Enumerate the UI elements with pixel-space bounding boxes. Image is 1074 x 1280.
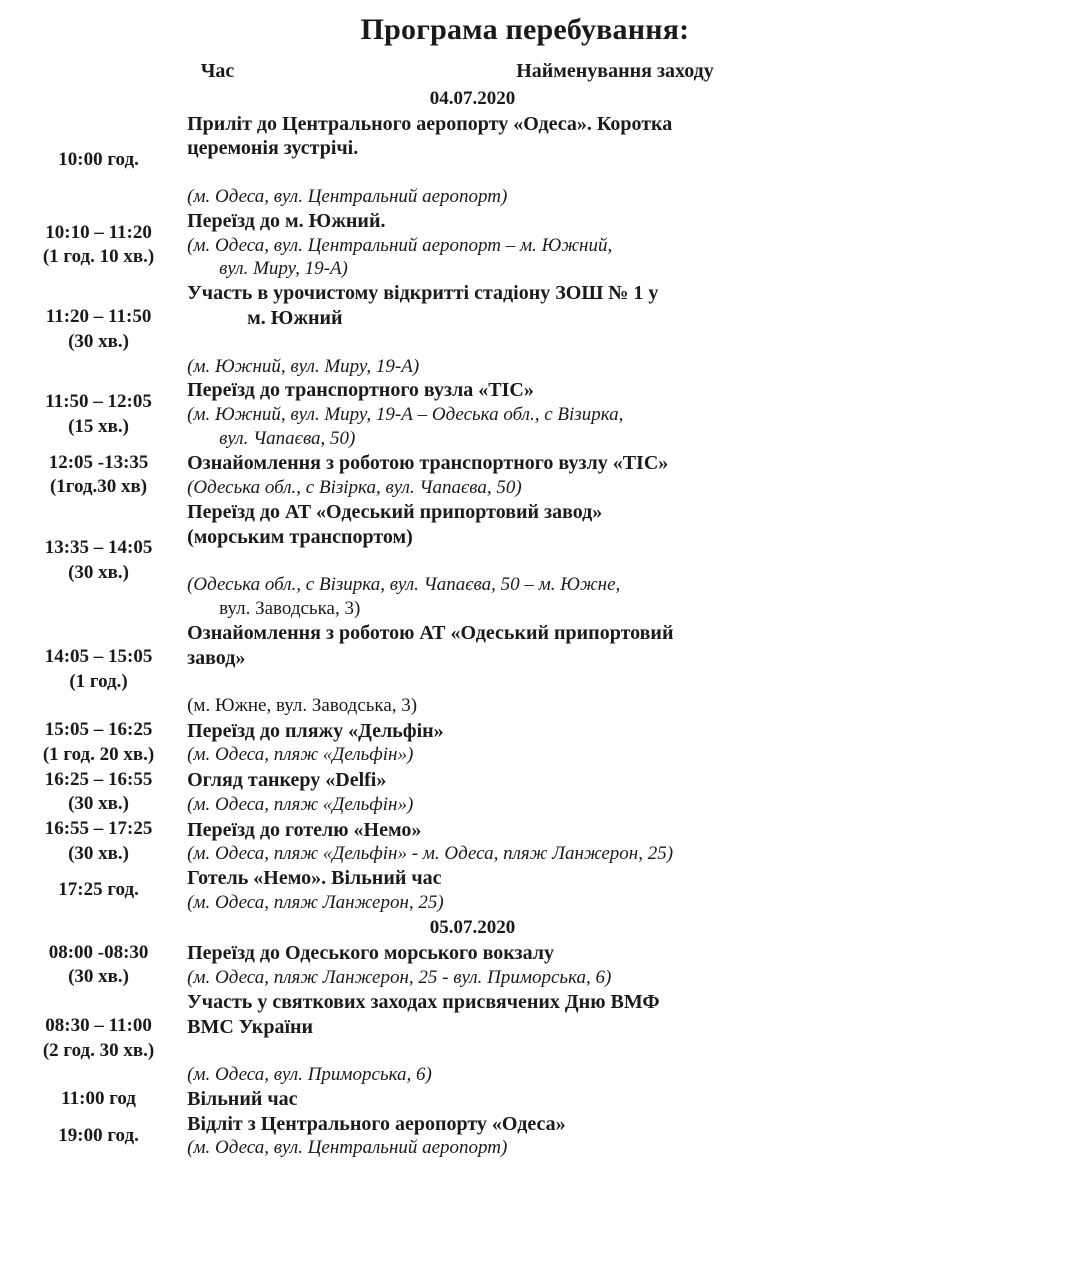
event-cell [182,451,1050,500]
time-duration: (2 год. 30 хв.) [42,1039,155,1061]
event-title-line: завод» [187,646,246,669]
event-cell [182,112,1050,209]
event-title-line: Готель «Немо». Вільний час [187,867,442,890]
event-location [187,1136,940,1160]
event-location-line: (м. Одеса, вул. Приморська, 6) [187,1064,432,1086]
event-title [187,378,940,402]
event-location [187,743,940,767]
time-cell [0,621,182,718]
event-title [187,990,940,1063]
event-title [187,1112,940,1136]
time-cell [0,209,182,281]
event-title-line: Переїзд до готелю «Немо» [187,818,422,841]
time-duration: (15 хв.) [68,415,130,437]
time-duration: (30 хв.) [68,330,130,352]
time-range: 12:05 -13:35 [48,451,149,473]
event-title-line: Переїзд до пляжу «Дельфін» [187,719,444,742]
event-title-line: Вільний час [187,1088,298,1111]
event-title [187,451,940,475]
event-location [187,355,940,379]
event-location-line: (м. Одеса, вул. Центральний аеропорт) [187,1137,508,1159]
event-title [187,719,940,743]
event-location [187,1063,940,1087]
schedule-row [0,1112,1050,1160]
event-location [187,476,940,500]
time-range: 10:10 – 11:20 [45,221,152,243]
date-label: 05.07.2020 [429,916,516,938]
event-title-line: Відліт з Центрального аеропорту «Одеса» [187,1112,566,1135]
event-cell [182,990,1050,1087]
time-cell [0,451,182,500]
event-location [187,793,940,817]
event-title-line: Ознайомлення з роботою АТ «Одеський припортовий [187,622,674,645]
schedule-row [0,378,1050,450]
schedule-row [0,990,1050,1087]
event-location [187,185,940,209]
event-cell [182,378,1050,450]
time-cell [0,378,182,450]
time-range: 08:00 -08:30 [48,941,149,963]
schedule-row [0,621,1050,718]
event-cell [182,866,1050,914]
event-title-line: Участь в урочистому відкритті стадіону ЗОШ № 1 у [187,282,659,305]
event-location-line: (Одеська обл., с Візірка, вул. Чапаєва, 50) [187,476,522,498]
time-duration: (1год.30 хв) [49,476,148,498]
event-location-line: (м. Южний, вул. Миру, 19-А – Одеська обл., с Візирка, [187,403,624,425]
event-title-line: (морським транспортом) [187,525,413,548]
event-title-line: Участь у святкових заходах присвячених Дню ВМФ [187,991,660,1014]
event-title-line: ВМС України [187,1015,314,1038]
time-cell [0,817,182,866]
schedule-row [0,500,1050,621]
event-cell [182,768,1050,817]
schedule-row [0,451,1050,500]
time-duration: (1 год.) [69,670,128,692]
event-location-line: вул. Чапаєва, 50) [219,427,356,449]
page-title: Програма перебування: [360,13,690,46]
time-range: 14:05 – 15:05 [44,646,153,668]
column-header-event: Найменування заходу [516,60,714,82]
time-range: 11:50 – 12:05 [45,390,152,412]
schedule-row [0,112,1050,209]
time-range: 08:30 – 11:00 [45,1014,152,1036]
time-range: 16:55 – 17:25 [44,818,153,840]
event-title-line: Ознайомлення з роботою транспортного вузлу «ТІС» [187,452,669,475]
time-range: 10:00 год. [58,149,139,171]
schedule-row [0,281,1050,378]
time-duration: (30 хв.) [68,793,130,815]
event-title-line: Переїзд до АТ «Одеський припортовий завод» [187,501,603,524]
date-separator-row [0,915,1050,941]
event-location-line: (м. Одеса, пляж «Дельфін» - м. Одеса, пляж Ланжерон, 25) [187,842,674,864]
event-location-line: (м. Одеса, вул. Центральний аеропорт – м. Южний, [187,234,613,256]
event-location [187,966,940,990]
schedule-row [0,768,1050,817]
event-cell [182,500,1050,621]
event-location [187,234,940,282]
time-range: 19:00 год. [58,1124,139,1146]
event-location-line: (м. Южне, вул. Заводська, 3) [187,695,418,717]
event-title-line: м. Южний [247,306,343,329]
time-duration: (30 хв.) [68,561,130,583]
event-title [187,112,940,185]
date-label: 04.07.2020 [429,88,516,109]
event-title [187,281,940,354]
time-range: 11:20 – 11:50 [45,306,152,328]
event-location-line: (м. Одеса, пляж Ланжерон, 25 - вул. Приморська, 6) [187,966,612,988]
event-cell [182,1112,1050,1160]
event-location-line: (м. Одеса, пляж Ланжерон, 25) [187,891,444,913]
time-duration: (1 год. 10 хв.) [42,246,155,268]
event-title [187,818,940,842]
event-location-line: (Одеська обл., с Візирка, вул. Чапаєва, 50 – м. Южне, [187,574,621,596]
time-range: 16:25 – 16:55 [44,768,153,790]
event-title [187,1087,940,1111]
time-range: 13:35 – 14:05 [44,536,153,558]
event-location-line: вул. Заводська, 3) [219,598,361,620]
time-cell [0,990,182,1087]
schedule-row [0,866,1050,914]
schedule-row [0,1087,1050,1112]
event-title [187,768,940,792]
event-title-line: Переїзд до м. Южний. [187,210,386,233]
event-location-line: (м. Южний, вул. Миру, 19-А) [187,355,420,377]
column-header-time: Час [200,60,235,82]
event-location [187,403,940,451]
event-cell [182,281,1050,378]
time-range: 11:00 год [61,1088,136,1110]
schedule-body [0,86,1050,1160]
event-cell [182,718,1050,767]
schedule-row [0,209,1050,281]
time-duration: (1 год. 20 хв.) [42,743,155,765]
schedule-row [0,817,1050,866]
event-location [187,573,940,621]
event-location-line: (м. Одеса, вул. Центральний аеропорт) [187,186,508,208]
time-duration: (30 хв.) [68,842,130,864]
time-cell [0,500,182,621]
schedule-row [0,718,1050,767]
event-location [187,842,940,866]
event-location-line: (м. Одеса, пляж «Дельфін») [187,744,414,766]
event-cell [182,621,1050,718]
column-headers [0,60,1050,86]
event-location [187,891,940,915]
event-location-line: (м. Одеса, пляж «Дельфін») [187,793,414,815]
event-title-line: церемонія зустрічі. [187,137,359,160]
event-title [187,500,940,573]
event-cell [182,817,1050,866]
event-location [187,694,940,718]
event-title-line: Переїзд до Одеського морського вокзалу [187,942,554,965]
time-cell [0,866,182,914]
event-title [187,209,940,233]
time-cell [0,112,182,209]
time-cell [0,768,182,817]
time-range: 15:05 – 16:25 [44,719,153,741]
time-range: 17:25 год. [58,879,139,901]
time-cell [0,281,182,378]
event-title [187,941,940,965]
event-cell [182,941,1050,990]
event-title [187,866,940,890]
event-location-line: вул. Миру, 19-А) [219,258,348,280]
event-title [187,621,940,694]
schedule-row [0,941,1050,990]
time-cell [0,718,182,767]
event-title-line: Приліт до Центрального аеропорту «Одеса». Коротка [187,113,673,135]
time-duration: (30 хв.) [68,966,130,988]
time-cell [0,941,182,990]
time-cell [0,1087,182,1112]
event-cell [182,1087,1050,1112]
event-title-line: Огляд танкеру «Delfi» [187,769,387,792]
event-cell [182,209,1050,281]
schedule-table [0,86,1050,1160]
event-title-line: Переїзд до транспортного вузла «ТІС» [187,379,534,402]
date-separator-row [0,86,1050,112]
time-cell [0,1112,182,1160]
